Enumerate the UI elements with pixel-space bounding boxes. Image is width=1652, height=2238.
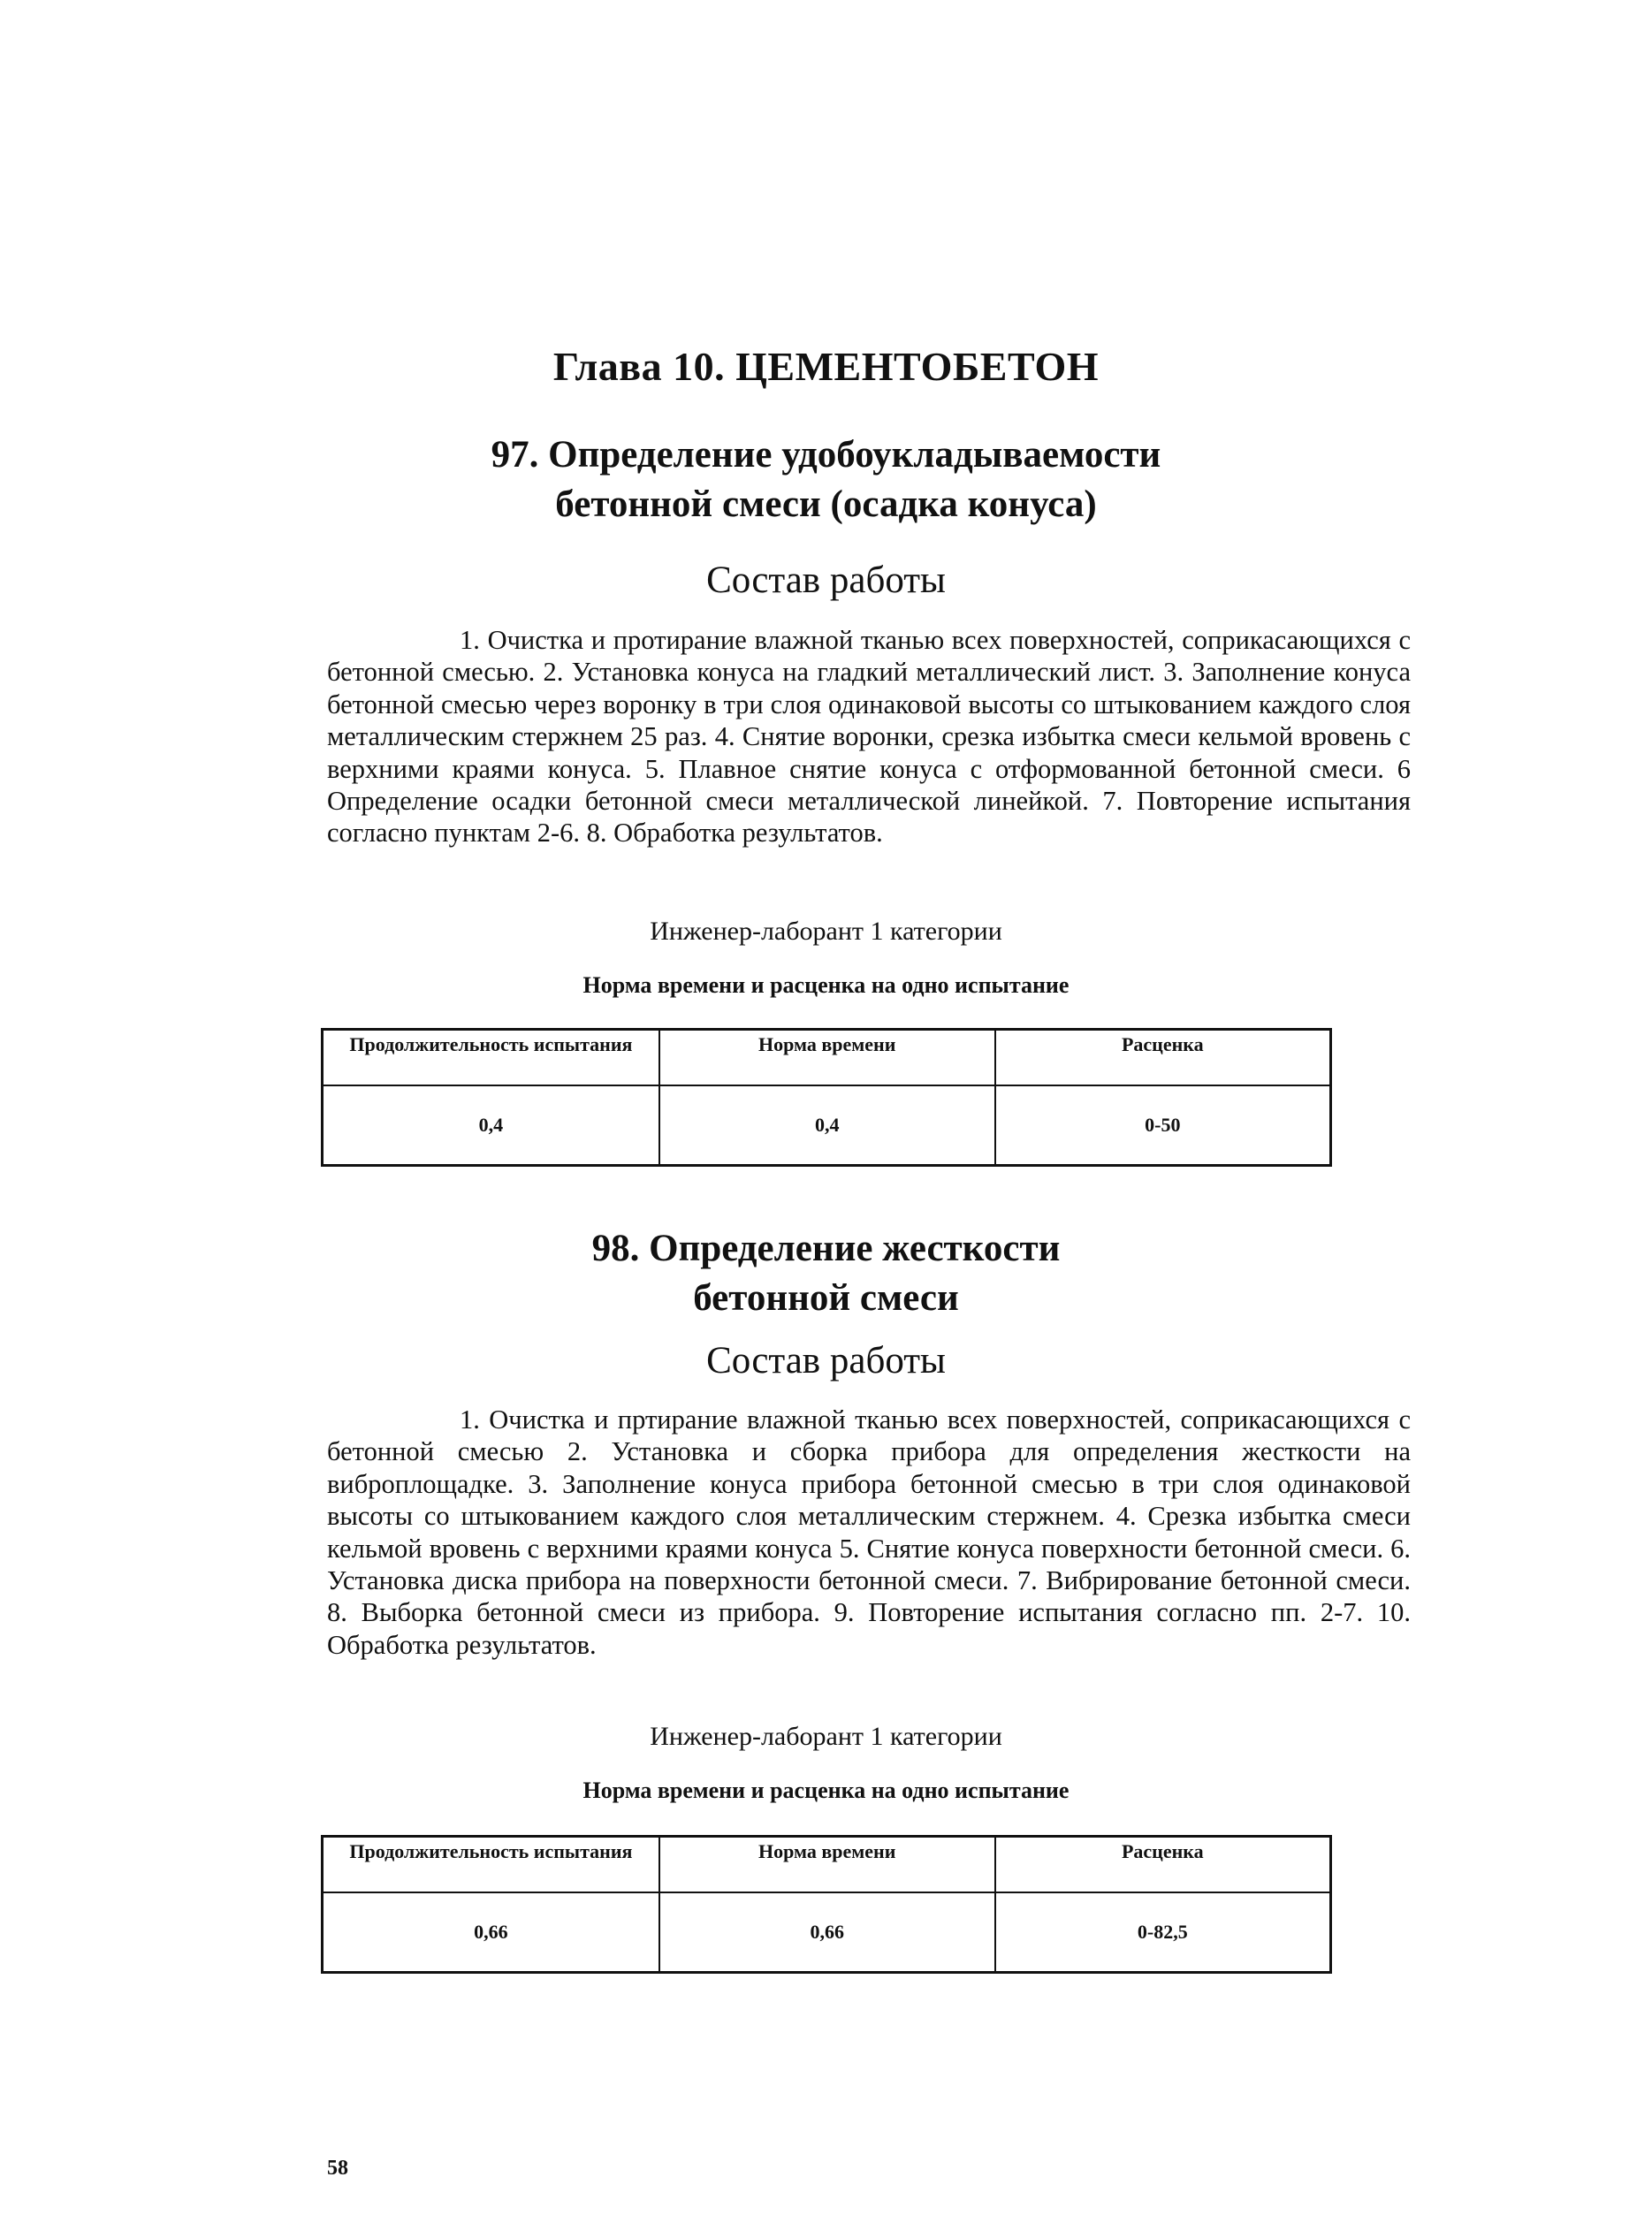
section-97-title-line2: бетонной смеси (осадка конуса) xyxy=(555,483,1097,525)
section-98-body xyxy=(327,1404,1411,1661)
cell-rate: 0-50 xyxy=(995,1085,1331,1166)
table-header-row xyxy=(323,1837,1331,1893)
section-98-table-caption: Норма времени и расценка на одно испытание xyxy=(582,1777,1070,1803)
chapter-title: Глава 10. ЦЕМЕНТОБЕТОН xyxy=(552,344,1100,389)
section-97-worker: Инженер-лаборант 1 категории xyxy=(650,917,1002,946)
section-98-worker: Инженер-лаборант 1 категории xyxy=(650,1722,1002,1751)
section-97-norm-table xyxy=(321,1028,1332,1167)
table-row xyxy=(323,1892,1331,1973)
section-97-subheading: Состав работы xyxy=(706,560,946,601)
section-98-title-line1: 98. Определение жесткости xyxy=(591,1228,1061,1269)
section-97-title xyxy=(0,430,1652,529)
header-duration: Продолжительность испытания xyxy=(323,1030,659,1086)
section-97-body-paragraph: 1. Очистка и протирание влажной тканью всех поверхностей, соприкасающихся с бетонной смесью. 2. Установка конуса на гладкий металлический лист. 3. Заполнение конуса бетонной смесью через воронку в три слоя одинаковой высоты со штыкованием каждого слоя металлическим стержнем 25 раз. 4. Снятие воронки, срезка избытка смеси кельмой вровень с верхними краями конуса. 5. Плавное снятие конуса с отформованной бетонной смеси. 6 Определение осадки бетонной смеси металлической линейкой. 7. Повторение испытания согласно пунктам 2-6. 8. Обработка результатов. xyxy=(327,625,1411,849)
table-header-row xyxy=(323,1030,1331,1086)
cell-time-norm: 0,4 xyxy=(659,1085,995,1166)
header-time-norm: Норма времени xyxy=(659,1030,995,1086)
page-number: 58 xyxy=(327,2157,348,2180)
section-97-title-line1: 97. Определение удобоукладываемости xyxy=(491,434,1161,476)
section-98-title-line2: бетонной смеси xyxy=(693,1277,959,1319)
section-97-body xyxy=(327,624,1411,849)
cell-duration: 0,66 xyxy=(323,1892,659,1973)
cell-rate: 0-82,5 xyxy=(995,1892,1331,1973)
header-duration: Продолжительность испытания xyxy=(323,1837,659,1893)
section-98-subheading: Состав работы xyxy=(706,1340,946,1382)
section-97-table-caption: Норма времени и расценка на одно испытание xyxy=(582,972,1070,998)
cell-duration: 0,4 xyxy=(323,1085,659,1166)
section-98-norm-table xyxy=(321,1835,1332,1974)
table-row xyxy=(323,1085,1331,1166)
section-98-body-paragraph: 1. Очистка и пртирание влажной тканью всех поверхностей, соприкасающихся с бетонной смесью 2. Установка и сборка прибора для определения жесткости на виброплощадке. 3. Заполнение конуса прибора бетонной смесью в три слоя одинаковой высоты со штыкованием каждого слоя металлическим стержнем. 4. Срезка избытка смеси кельмой вровень с верхними краями конуса 5. Снятие конуса поверхности бетонной смеси. 6. Установка диска прибора на поверхности бетонной смеси. 7. Вибрирование бетонной смеси. 8. Выборка бетонной смеси из прибора. 9. Повторение испытания согласно пп. 2-7. 10. Обработка результатов. xyxy=(327,1404,1411,1660)
section-98-title xyxy=(0,1224,1652,1323)
header-time-norm: Норма времени xyxy=(659,1837,995,1893)
cell-time-norm: 0,66 xyxy=(659,1892,995,1973)
header-rate: Расценка xyxy=(995,1837,1331,1893)
header-rate: Расценка xyxy=(995,1030,1331,1086)
